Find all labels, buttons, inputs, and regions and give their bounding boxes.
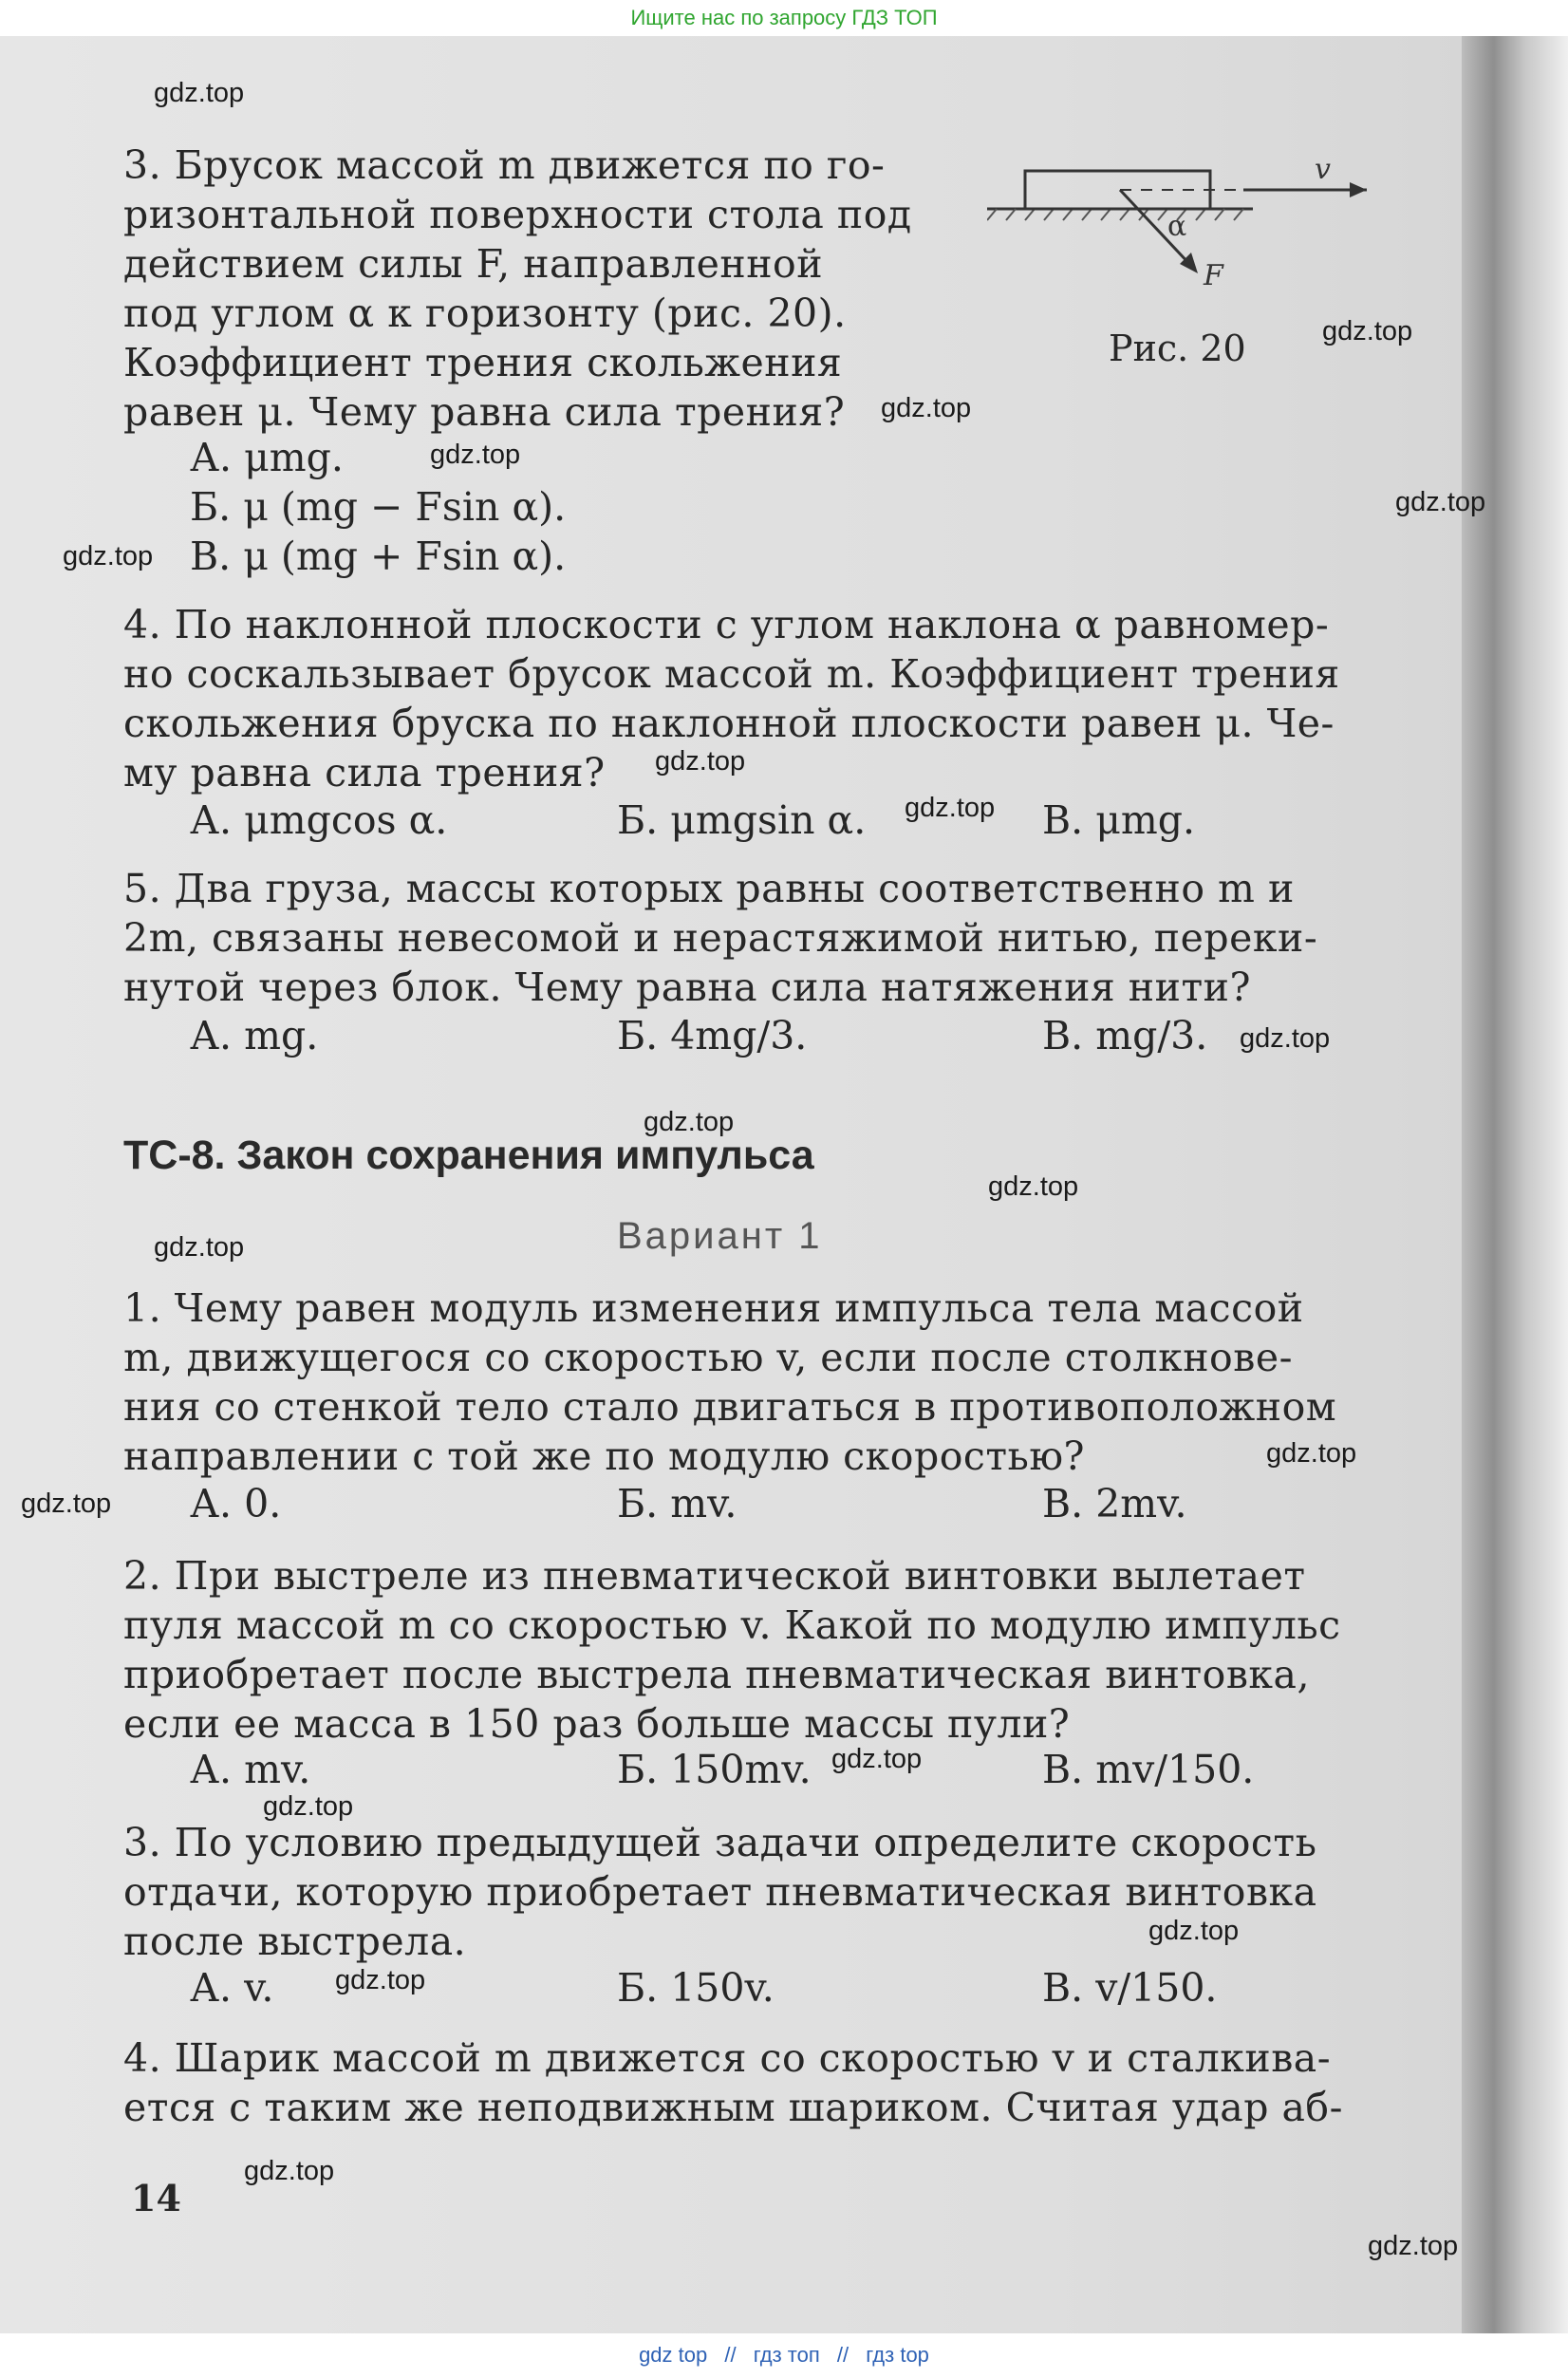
option-b: Б. 150v. [617, 1965, 775, 2011]
footer-link[interactable]: гдз top [866, 2343, 929, 2367]
page-number: 14 [131, 2177, 181, 2219]
footer-link[interactable]: gdz top [639, 2343, 708, 2367]
search-banner[interactable]: Ищите нас по запросу ГДЗ ТОП [0, 0, 1568, 36]
option-a: А. mv. [190, 1747, 311, 1792]
watermark-link[interactable]: gdz.top [1368, 2231, 1459, 2261]
option-c: В. 2mv. [1042, 1481, 1187, 1526]
watermark-link[interactable]: gdz.top [154, 1232, 245, 1263]
watermark-link[interactable]: gdz.top [154, 78, 245, 108]
watermark-link[interactable]: gdz.top [1266, 1438, 1357, 1469]
option-c: В. mg/3. [1042, 1013, 1208, 1058]
watermark-link[interactable]: gdz.top [1240, 1023, 1331, 1054]
velocity-label: v [1315, 153, 1331, 186]
figure-caption: Рис. 20 [1109, 328, 1246, 369]
problem-3-options [190, 433, 1376, 581]
watermark-link[interactable]: gdz.top [263, 1791, 354, 1822]
figure-20-diagram [987, 152, 1386, 342]
watermark-link[interactable]: gdz.top [244, 2156, 335, 2186]
book-spine-shadow [1462, 36, 1568, 2333]
section-title: ТС-8. Закон сохранения импульса [123, 1133, 814, 1178]
problem-4b-text: 4. Шарик массой m движется со скоростью v и сталкива- ется с таким же неподвижным шариком. Считая удар аб- [123, 2035, 1343, 2130]
problem-5-text: 5. Два груза, массы которых равны соответственно m и 2m, связаны невесомой и нерастяжимой нитью, переки- нутой через блок. Чему равна сила натяжения нити? [123, 866, 1318, 1010]
problem-3-text: 3. Брусок массой m движется по го- ризонтальной поверхности стола под действием силы F, направленной под углом α к горизонту (рис. 20). Коэффициент трения скольжения равен μ. Чему равна сила трения? [123, 142, 912, 435]
option-a: А. μmg. [190, 435, 344, 480]
watermark-link[interactable]: gdz.top [335, 1965, 426, 1995]
watermark-link[interactable]: gdz.top [1395, 487, 1486, 517]
option-c: В. v/150. [1042, 1965, 1218, 2011]
footer-separator: // [836, 2343, 849, 2367]
watermark-link[interactable]: gdz.top [905, 793, 996, 823]
watermark-link[interactable]: gdz.top [644, 1107, 735, 1137]
option-a: А. μmgcos α. [190, 797, 448, 843]
option-b: Б. 4mg/3. [617, 1013, 808, 1058]
problem-4-text: 4. По наклонной плоскости с углом наклона α равномер- но соскальзывает брусок массой m. Коэффициент трения скольжения бруска по наклонной плоскости равен μ. Че- му равна сила трения? [123, 602, 1340, 796]
problem-3b-text: 3. По условию предыдущей задачи определите скорость отдачи, которую приобретает пневматическая винтовка после выстрела. [123, 1820, 1317, 1964]
option-b: Б. mv. [617, 1481, 737, 1526]
problem-2-text: 2. При выстреле из пневматической винтовки вылетает пуля массой m со скоростью v. Какой по модулю импульс приобретает после выстрела пневматическая винтовка, если ее масса в 150 раз больше массы пули? [123, 1553, 1341, 1747]
problem-1-text: 1. Чему равен модуль изменения импульса тела массой m, движущегося со скоростью v, если после столкнове- ния со стенкой тело стало двигаться в противоположном направлении с той же по модулю скоростью? [123, 1285, 1337, 1479]
watermark-link[interactable]: gdz.top [831, 1744, 923, 1774]
option-c: В. μ (mg + Fsin α). [190, 534, 567, 579]
option-b: Б. 150mv. [617, 1747, 812, 1792]
watermark-link[interactable]: gdz.top [655, 746, 746, 777]
footer-separator: // [724, 2343, 737, 2367]
footer-links [0, 2343, 1568, 2368]
watermark-link[interactable]: gdz.top [1148, 1916, 1240, 1946]
watermark-link[interactable]: gdz.top [21, 1489, 112, 1519]
option-c: В. μmg. [1042, 797, 1195, 843]
watermark-link[interactable]: gdz.top [1322, 316, 1413, 346]
option-a: А. 0. [190, 1481, 282, 1526]
option-b: Б. μ (mg − Fsin α). [190, 484, 567, 530]
variant-heading: Вариант 1 [617, 1215, 823, 1257]
watermark-link[interactable]: gdz.top [988, 1171, 1079, 1202]
option-a: А. mg. [190, 1013, 319, 1058]
force-label: F [1204, 259, 1223, 292]
footer-link[interactable]: гдз топ [753, 2343, 820, 2367]
option-c: В. mv/150. [1042, 1747, 1255, 1792]
watermark-link[interactable]: gdz.top [881, 393, 972, 423]
option-a: А. v. [190, 1965, 274, 2011]
watermark-link[interactable]: gdz.top [63, 541, 154, 571]
watermark-link[interactable]: gdz.top [430, 440, 521, 470]
angle-label: α [1167, 210, 1187, 243]
option-b: Б. μmgsin α. [617, 797, 867, 843]
